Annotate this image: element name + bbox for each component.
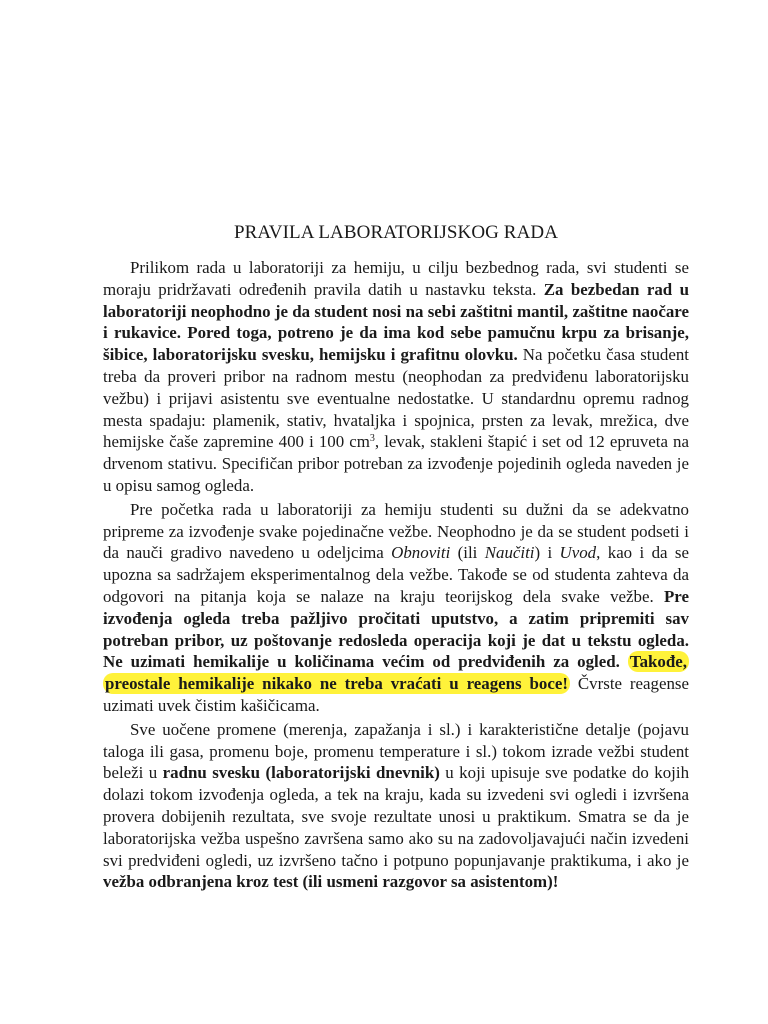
p1-text-1: Prilikom rada u laboratoriji za hemiju, u cilju bezbednog rada, svi studenti se moraju pridržavati određenih pravila datih u nastavku teksta. [103, 258, 689, 299]
paragraph-3 [103, 719, 689, 893]
p2-text-1: Pre početka rada u laboratoriji za hemiju studenti su dužni da se adekvatno pripreme za izvođenje svake pojedinačne vežbe. Neophodno je da se student podseti i da nauči gradivo navedeno u odeljcima [103, 499, 689, 563]
page-title: PRAVILA LABORATORIJSKOG RADA [233, 222, 559, 243]
p2-italic-1: Obnoviti [391, 543, 451, 563]
p2-bold-1: Pre izvođenja ogleda treba pažljivo pročitati uputstvo, a zatim pripremiti sav potreban pribor, uz poštovanje redosleda operacija koji je dat u tekstu ogleda. Ne uzimati hemikalije u količinama većim od predviđenih za ogled. [103, 586, 689, 672]
paragraph-2 [103, 499, 689, 717]
p2-text-4: , kao i da se upozna sa sadržajem eksperimentalnog dela vežbe. Takođe se od studenta zahteva da odgovori na pitanja koja se nalaze na kraju teorijskog dela svake vežbe. [103, 543, 689, 606]
p2-italic-3: Uvod [559, 543, 597, 563]
p2-italic-2: Naučiti [484, 543, 535, 563]
p2-text-6: Čvrste reagense uzimati uvek čistim kašičicama. [103, 674, 689, 715]
p2-text-2: (ili [450, 543, 485, 563]
p1-text-3: , levak, stakleni štapić i set od 12 epruveta na drvenom stativu. Specifičan pribor potreban za izvođenje pojedinih ogleda naveden je u opisu samog ogleda. [103, 432, 689, 495]
document-page [103, 219, 689, 895]
p3-bold-1: radnu svesku (laboratorijski dnevnik) [162, 763, 440, 783]
p2-text-3: ) i [534, 543, 560, 563]
highlighted-warning: Takođe, preostale hemikalije nikako ne treba vraćati u reagens boce! [105, 652, 687, 694]
p3-text-2: u koji upisuje sve podatke do kojih dolazi tokom izvođenja ogleda, a tek na kraju, kada su izvedeni svi ogledi i izvršena provera dobijenih rezultata, sve svoje rezultate unosi u praktikum. Smatra se da je laboratorijska vežba uspešno završena samo ako su na zadovoljavajući način izvedeni svi predviđeni ogledi, uz izvršeno tačno i potpuno popunjavanje praktikuma, i ako je [103, 763, 690, 870]
p1-text-2: Na početku časa student treba da proveri pribor na radnom mestu (neophodan za predviđenu laboratorijsku vežbu) i prijavi asistentu sve eventualne nedostatke. U standardnu opremu radnog mesta spadaju: plamenik, stativ, hvataljka i spojnica, prsten za levak, mrežica, dve hemijske čaše zapremine 400 i 100 cm [103, 345, 689, 452]
p2-text-5 [620, 652, 628, 671]
p3-text-1: Sve uočene promene (merenja, zapažanja i sl.) i karakteristične detalje (pojavu taloga ili gasa, promenu boje, promenu temperature i sl.) tokom izrade vežbi student beleži u [103, 719, 689, 783]
p3-bold-2: vežba odbranjena kroz test (ili usmeni razgovor sa asistentom)! [103, 872, 559, 892]
p1-bold-1: Za bezbedan rad u laboratoriji neophodno je da student nosi na sebi zaštitni mantil, zaštitne naočare i rukavice. Pored toga, potreno je da ima kod sebe pamučnu krpu za brisanje, šibice, laboratorijsku svesku, hemijsku i grafitnu olovku. [103, 279, 689, 365]
paragraph-1 [103, 257, 689, 497]
p1-superscript: 3 [369, 433, 375, 445]
